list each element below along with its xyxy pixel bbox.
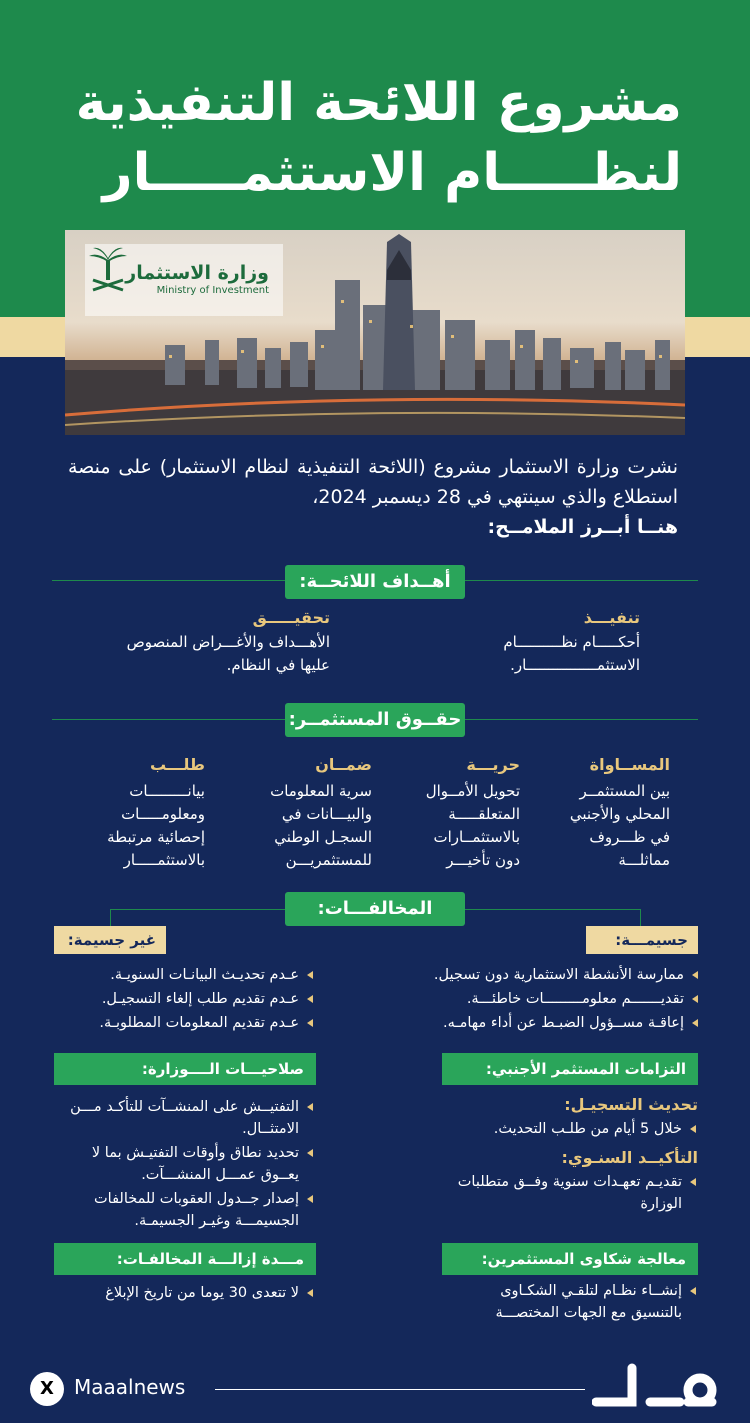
title-line-1: مشروع اللائحة التنفيذية	[75, 73, 682, 133]
list-item: ممارسة الأنشطة الاستثمارية دون تسجيل.	[370, 964, 700, 986]
complaints-heading: معالجة شكاوى المستثمرين:	[442, 1243, 698, 1275]
powers-list	[53, 1096, 315, 1234]
complaints-list	[448, 1280, 698, 1326]
intro-subheading: هنــا أبــرز الملامــح:	[487, 516, 678, 538]
footer-handle[interactable]: Maaalnews	[74, 1375, 186, 1399]
logo-english: Ministry of Investment	[156, 285, 269, 296]
goal-title: تحقيـــــق	[252, 608, 330, 627]
annual-confirmation-list	[448, 1171, 698, 1215]
logo-arabic: وزارة الاستثمار	[125, 262, 269, 284]
annual-confirmation-title: التأكيــد السنـوي:	[561, 1148, 698, 1167]
right-item-guarantee	[247, 755, 372, 872]
page-title	[62, 68, 682, 208]
x-logo-icon[interactable]: X	[30, 1372, 64, 1406]
riyadh-skyline-photo	[65, 230, 685, 435]
goals-heading: أهــداف اللائحــة:	[285, 565, 465, 599]
right-item-request	[90, 755, 205, 872]
intro-paragraph	[68, 452, 678, 542]
right-text: بيانـــــــــات ومعلومـــــات إحصائية مرتبطة بالاستثمـــــار	[107, 782, 205, 869]
removal-period-list	[53, 1282, 315, 1306]
list-item: تقديـــــــم معلومـــــــــات خاطئـــة.	[370, 988, 700, 1010]
non-serious-label: غير جسيمة:	[54, 926, 166, 954]
goal-text: أحكـــــام نظــــــــــام الاستثمــــــــــــــــار.	[503, 633, 640, 674]
list-item: تقديـم تعهـدات سنوية وفــق متطلبات الوزارة	[448, 1171, 698, 1215]
list-item: إعاقـة مســؤول الضبـط عن أداء مهامـه.	[370, 1012, 700, 1034]
right-title: المســاواة	[589, 755, 670, 774]
registration-update-list	[448, 1118, 698, 1140]
right-text: سرية المعلومات والبيـــانات في السجـل الوطني للمستثمريـــن	[270, 782, 372, 869]
rights-heading: حقــوق المستثمــر:	[285, 703, 465, 737]
powers-heading: صلاحيـــات الــــوزارة:	[54, 1053, 316, 1085]
intro-text: نشرت وزارة الاستثمار مشروع (اللائحة التنفيذية لنظام الاستثمار) على منصة استطلاع والذي سينتهي في 28 ديسمبر 2024،	[68, 456, 678, 508]
list-item: إنشــاء نظـام لتلقـي الشكـاوى بالتنسيق مع الجهات المختصـــة	[448, 1280, 698, 1324]
list-item: لا تتعدى 30 يوما من تاريخ الإبلاغ	[53, 1282, 315, 1304]
title-line-2: لنظـــــام الاستثمـــــار	[102, 143, 682, 203]
non-serious-list	[53, 964, 315, 1036]
list-item: عـدم تقديم طلب إلغاء التسجيـل.	[53, 988, 315, 1010]
goal-item-2	[110, 608, 330, 677]
ministry-logo	[85, 244, 283, 316]
right-text: تحويل الأمــوال المتعلقـــــة بالاستثمــارات دون تأخيـــر	[425, 782, 520, 869]
right-item-equality	[555, 755, 670, 872]
maaal-logo-icon	[592, 1362, 718, 1408]
right-title: ضمــان	[315, 755, 372, 774]
goal-text: الأهـــداف والأغـــراض المنصوص عليها في النظام.	[126, 633, 330, 674]
serious-label: جسيمـــة:	[586, 926, 698, 954]
right-item-freedom	[410, 755, 520, 872]
list-item: عـدم تقديم المعلومات المطلوبـة.	[53, 1012, 315, 1034]
saudi-emblem-icon	[85, 244, 131, 296]
list-item: عـدم تحديـث البيانـات السنويـة.	[53, 964, 315, 986]
obligations-heading: التزامات المستثمر الأجنبي:	[442, 1053, 698, 1085]
goal-item-1	[440, 608, 640, 677]
serious-list	[370, 964, 700, 1036]
list-item: إصدار جــدول العقوبات للمخالفات الجسيمـــة وغيـر الجسيمـة.	[53, 1188, 315, 1232]
violations-heading: المخالفـــات:	[285, 892, 465, 926]
right-title: حريـــة	[466, 755, 520, 774]
list-item: التفتيــش على المنشــآت للتأكـد مـــن الامتثــال.	[53, 1096, 315, 1140]
footer-divider	[215, 1389, 585, 1390]
obligations-block	[448, 1095, 698, 1217]
right-text: بين المستثمــر المحلي والأجنبي في ظـــروف مماثلـــة	[569, 782, 670, 869]
list-item: تحديد نطاق وأوقات التفتيـش بما لا يعــوق عمـــل المنشـــآت.	[53, 1142, 315, 1186]
goal-title: تنفيـــذ	[583, 608, 640, 627]
list-item: خلال 5 أيام من طلـب التحديث.	[448, 1118, 698, 1140]
removal-period-heading: مـــدة إزالـــة المخالفـات:	[54, 1243, 316, 1275]
registration-update-title: تحديث التسجيـل:	[564, 1095, 698, 1114]
right-title: طلـــب	[150, 755, 205, 774]
